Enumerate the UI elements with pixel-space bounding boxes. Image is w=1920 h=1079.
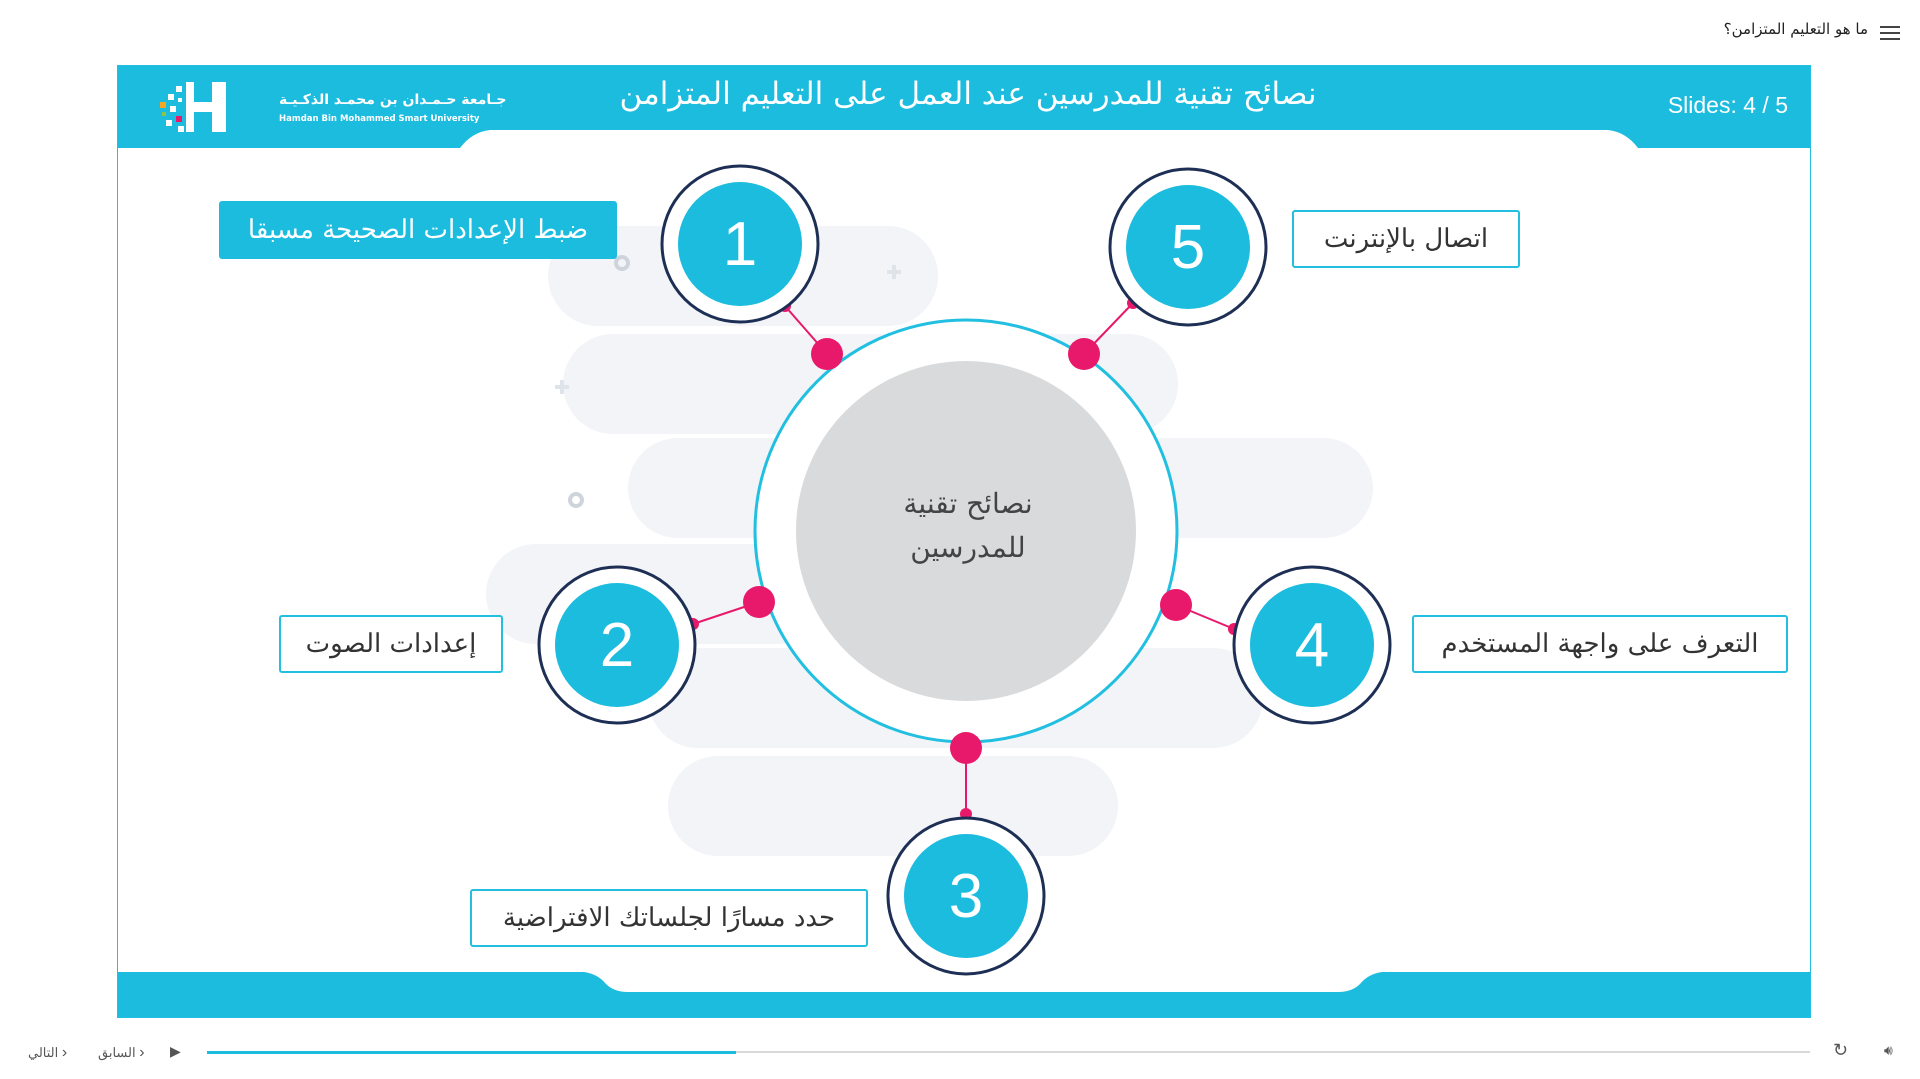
step-label-1: ضبط الإعدادات الصحيحة مسبقا: [219, 201, 617, 259]
logo-text-arabic: جـامعة حـمـدان بن محمـد الذكـيـة: [279, 92, 507, 108]
player-controls: [0, 1030, 1920, 1079]
step-number-1: 1: [722, 209, 758, 279]
progress-bar[interactable]: [207, 1051, 1810, 1053]
step-label-5: اتصال بالإنترنت: [1292, 210, 1520, 268]
replay-icon[interactable]: ↻: [1833, 1040, 1849, 1060]
deck-title: ما هو التعليم المتزامن؟: [1723, 20, 1868, 38]
progress-fill: [207, 1051, 736, 1054]
top-bar: [0, 0, 1920, 60]
chevron-left-icon: ‹: [139, 1044, 145, 1061]
previous-button[interactable]: [98, 1044, 145, 1062]
next-button[interactable]: [28, 1044, 67, 1062]
slide: [117, 65, 1811, 1018]
decor-ring: [570, 494, 582, 506]
slide-counter: Slides: 4 / 5: [1667, 92, 1788, 118]
step-label-4: التعرف على واجهة المستخدم: [1412, 615, 1788, 673]
step-label-2: إعدادات الصوت: [279, 615, 503, 673]
step-number-2: 2: [599, 610, 635, 680]
step-label-3: حدد مسارًا لجلساتك الافتراضية: [470, 889, 868, 947]
center-label-line-1: نصائح تقنية: [903, 487, 1033, 520]
center-label: [798, 482, 1138, 570]
step-number-5: 5: [1170, 212, 1206, 282]
volume-icon[interactable]: 🔊︎: [1884, 1042, 1893, 1058]
slide-title: نصائح تقنية للمدرسين عند العمل على التعليم المتزامن: [619, 76, 1317, 112]
logo-text-english: Hamdan Bin Mohammed Smart University: [279, 114, 480, 124]
step-number-3: 3: [948, 861, 984, 931]
slide-footer: [118, 972, 1810, 1017]
play-icon[interactable]: ▶: [170, 1043, 181, 1059]
center-label-line-2: للمدرسين: [910, 531, 1026, 564]
previous-button-label: السابق: [98, 1045, 136, 1060]
next-button-label: التالي: [28, 1045, 59, 1060]
chevron-left-icon: ‹: [61, 1044, 68, 1061]
hamburger-menu-icon[interactable]: [1880, 26, 1900, 40]
step-number-4: 4: [1294, 610, 1330, 680]
